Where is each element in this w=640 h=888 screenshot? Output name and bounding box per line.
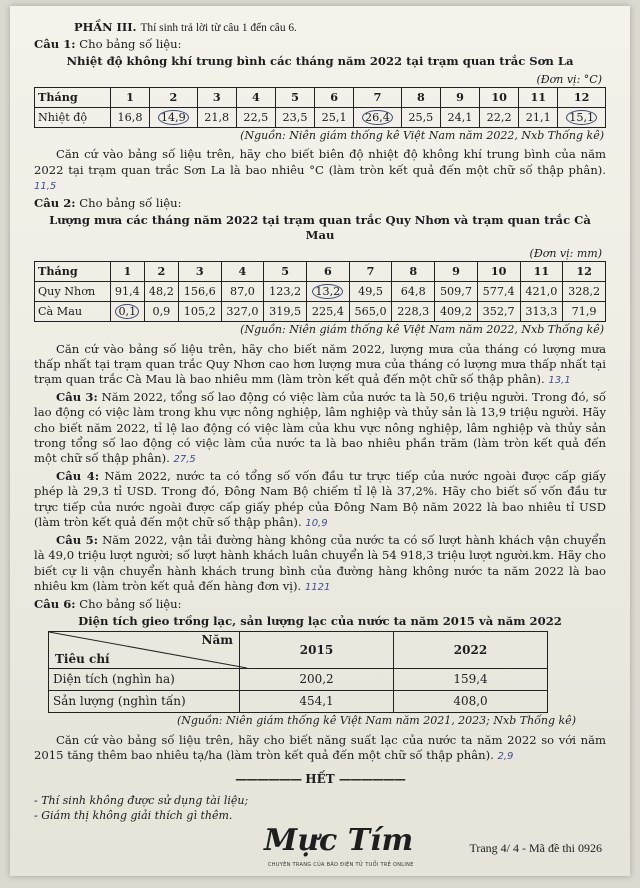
q1-value: 23,5 <box>275 108 314 128</box>
q1-value <box>150 108 198 128</box>
q2-month: 8 <box>392 261 435 281</box>
q6-year: 2022 <box>394 632 548 669</box>
q3-label: Câu 3: <box>56 390 98 405</box>
q1-value-row <box>35 108 606 128</box>
q6-question-text: Căn cứ vào bảng số liệu trên, hãy cho biết năng suất lạc của nước ta năm 2022 so với năm 2015 tăng thêm bao nhiêu tạ/ha (làm tròn kết quả đến một chữ số thập phân). <box>34 732 606 762</box>
q1-question <box>34 147 606 194</box>
q1-month: 8 <box>401 87 440 107</box>
q1-month: 4 <box>236 87 275 107</box>
q2-header-row <box>35 261 606 281</box>
q2-value <box>307 282 350 302</box>
q6-value: 408,0 <box>394 691 548 713</box>
q2-month: 3 <box>178 261 221 281</box>
note-item: - Giám thị không giải thích gì thêm. <box>34 809 233 823</box>
q2-value: 123,2 <box>264 282 307 302</box>
q2-value: 319,5 <box>264 302 307 322</box>
q5-question <box>34 533 606 595</box>
part-label: PHẦN III. <box>74 20 137 34</box>
q2-value <box>110 302 144 322</box>
q3-question <box>34 390 606 467</box>
q2-question-text: Căn cứ vào bảng số liệu trên, hãy cho biết năm 2022, lượng mưa của tháng có lượng mưa thấp nhất tại trạm quan trắc Quy Nhơn cao hơn lượng mưa của tháng có lượng mưa thấp nhất tại trạm quan trắc Cà Mau là bao nhiêu mm (làm tròn kết quả đến một chữ số thập phân). <box>34 341 606 387</box>
q5-handwritten-answer: 1121 <box>304 581 331 593</box>
q1-intro-text: Cho bảng số liệu: <box>79 37 182 52</box>
q1-month: 12 <box>558 87 606 107</box>
q1-value <box>558 108 606 128</box>
q2-source: (Nguồn: Niên giám thống kê Việt Nam năm 2022, Nxb Thống kê) <box>240 323 604 337</box>
q1-header-label: Tháng <box>35 87 111 107</box>
q1-value: 24,1 <box>440 108 479 128</box>
q2-value: 228,3 <box>392 302 435 322</box>
q6-value: 454,1 <box>240 691 394 713</box>
q2-value: 327,0 <box>221 302 264 322</box>
q6-row-label: Sản lượng (nghìn tấn) <box>49 691 240 713</box>
q1-month: 11 <box>519 87 558 107</box>
q6-table-title: Diện tích gieo trồng lạc, sản lượng lạc của nước ta năm 2015 và năm 2022 <box>78 614 562 629</box>
q2-month: 12 <box>563 261 606 281</box>
q2-value-circled: 13,2 <box>312 284 343 299</box>
q1-value-circled: 15,1 <box>566 110 597 125</box>
q2-value: 0,9 <box>144 302 178 322</box>
q6-header-row <box>49 632 548 669</box>
q6-question <box>34 733 606 764</box>
q2-station-label: Quy Nhơn <box>35 282 111 302</box>
q6-value: 159,4 <box>394 669 548 691</box>
q6-value: 200,2 <box>240 669 394 691</box>
q2-unit: (Đơn vị: mm) <box>529 246 602 260</box>
note-item: - Thí sinh không được sử dụng tài liệu; <box>34 794 249 808</box>
q2-table-title: Lượng mưa các tháng năm 2022 tại trạm quan trắc Quy Nhơn và trạm quan trắc Cà Mau <box>49 213 591 243</box>
q6-corner-cell <box>49 632 240 669</box>
q2-month: 11 <box>520 261 563 281</box>
q2-value: 313,3 <box>520 302 563 322</box>
q1-table <box>34 87 606 128</box>
q6-row-area <box>49 669 548 691</box>
q2-month: 4 <box>221 261 264 281</box>
q2-station-label: Cà Mau <box>35 302 111 322</box>
q3-question-text: Năm 2022, tổng số lao động có việc làm của nước ta là 50,6 triệu người. Trong đó, số lao động có việc làm trong khu vực nông nghiệp, lâm nghiệp và thủy sản là 13,9 triệu người. Hãy cho biết năm 2022, tỉ lệ lao động có việc làm của khu vực nông nghiệp, lâm nghiệp và thủy sản trong tổng số lao động có việc làm của nước ta là bao nhiêu phần trăm (làm tròn kết quả đến một chữ số thập phân). <box>34 390 607 466</box>
q1-value: 21,8 <box>197 108 236 128</box>
q1-value <box>354 108 402 128</box>
q6-year: 2015 <box>240 632 394 669</box>
q2-label: Câu 2: <box>34 196 76 211</box>
q2-value: 565,0 <box>349 302 392 322</box>
page-content <box>34 20 606 823</box>
q1-month: 9 <box>440 87 479 107</box>
q1-header-row <box>35 87 606 107</box>
exam-notes <box>34 793 606 823</box>
q2-value: 49,5 <box>349 282 392 302</box>
q1-month: 3 <box>197 87 236 107</box>
part-instruction: Thí sinh trả lời từ câu 1 đến câu 6. <box>140 22 297 34</box>
q1-value-circled: 14,9 <box>158 110 189 125</box>
end-dash-right: —————— <box>338 771 405 786</box>
q2-value: 577,4 <box>477 282 520 302</box>
q2-value: 509,7 <box>435 282 478 302</box>
q6-row-label: Diện tích (nghìn ha) <box>49 669 240 691</box>
q2-value: 87,0 <box>221 282 264 302</box>
q1-month: 10 <box>480 87 519 107</box>
q4-label: Câu 4: <box>56 469 100 484</box>
q2-month: 10 <box>477 261 520 281</box>
q2-question <box>34 342 606 389</box>
q2-month: 9 <box>435 261 478 281</box>
q2-intro-text: Cho bảng số liệu: <box>79 196 182 211</box>
q2-handwritten-answer: 13,1 <box>548 375 571 387</box>
q6-corner-criteria: Tiêu chí <box>55 652 110 667</box>
q2-value: 91,4 <box>110 282 144 302</box>
q1-month: 6 <box>315 87 354 107</box>
q2-value: 71,9 <box>563 302 606 322</box>
q4-handwritten-answer: 10,9 <box>305 517 328 529</box>
q6-intro <box>34 597 606 612</box>
q2-value: 409,2 <box>435 302 478 322</box>
q2-value: 64,8 <box>392 282 435 302</box>
q1-value: 16,8 <box>110 108 149 128</box>
q5-question-text: Năm 2022, vận tải đường hàng không của nước ta có số lượt hành khách vận chuyển là 49,0 triệu lượt người; số lượt hành khách luân chuyển là 54 918,3 triệu lượt người.km. Hãy cho biết cự li vận chuyển hành khách trung bình của đường hàng không nước ta năm 2022 là bao nhiêu km (làm tròn kết quả đến hàng đơn vị). <box>34 533 606 593</box>
part-heading <box>74 20 606 36</box>
q2-month: 6 <box>307 261 350 281</box>
q2-month: 7 <box>349 261 392 281</box>
q1-label: Câu 1: <box>34 37 76 52</box>
q2-row-quy-nhon <box>35 282 606 302</box>
q1-question-text: Căn cứ vào bảng số liệu trên, hãy cho biết biên độ nhiệt độ không khí trung bình của năm 2022 tại trạm quan trắc Sơn La là bao nhiêu °C (làm tròn kết quả đến một chữ số thập phân). <box>34 147 606 177</box>
q2-value: 352,7 <box>477 302 520 322</box>
q1-value-circled: 26,4 <box>362 110 393 125</box>
q6-row-output <box>49 691 548 713</box>
q6-source: (Nguồn: Niên giám thống kê Việt Nam năm 2021, 2023; Nxb Thống kê) <box>176 714 576 728</box>
q3-handwritten-answer: 27,5 <box>173 454 196 466</box>
q1-unit: (Đơn vị: °C) <box>536 72 602 86</box>
end-dash-left: —————— <box>235 771 302 786</box>
q1-value: 22,5 <box>236 108 275 128</box>
q1-handwritten-answer: 11,5 <box>34 180 57 192</box>
end-marker <box>34 772 606 787</box>
q2-intro <box>34 196 606 211</box>
q6-corner-year: Năm <box>201 633 233 648</box>
q6-corner <box>49 632 239 668</box>
q2-value-circled: 0,1 <box>115 304 139 319</box>
q2-value: 105,2 <box>178 302 221 322</box>
q2-value: 328,2 <box>563 282 606 302</box>
q2-month: 5 <box>264 261 307 281</box>
q6-handwritten-answer: 2,9 <box>497 750 514 762</box>
q1-month: 1 <box>110 87 149 107</box>
q2-value: 156,6 <box>178 282 221 302</box>
brand-tagline: CHUYÊN TRANG CỦA BÁO ĐIỆN TỬ TUỔI TRẺ ONLINE <box>268 862 414 868</box>
q1-intro <box>34 37 606 52</box>
q2-value: 48,2 <box>144 282 178 302</box>
brand-logo: Mực Tím <box>264 823 414 858</box>
end-text: HẾT <box>305 771 335 786</box>
q2-table <box>34 261 606 323</box>
q1-month: 2 <box>150 87 198 107</box>
q1-month: 7 <box>354 87 402 107</box>
q2-month: 1 <box>110 261 144 281</box>
q1-value: 22,2 <box>480 108 519 128</box>
q1-source: (Nguồn: Niên giám thống kê Việt Nam năm 2022, Nxb Thống kê) <box>240 129 604 143</box>
q1-month: 5 <box>275 87 314 107</box>
q1-value: 25,5 <box>401 108 440 128</box>
q6-table <box>48 631 548 713</box>
q2-month: 2 <box>144 261 178 281</box>
q4-question-text: Năm 2022, nước ta có tổng số vốn đầu tư trực tiếp của nước ngoài được cấp giấy phép là 29,3 tỉ USD. Trong đó, Đông Nam Bộ chiếm tỉ lệ là 37,2%. Hãy cho biết số vốn đầu tư trực tiếp của nước ngoài được cấp giấy phép của Đông Nam Bộ năm 2022 là bao nhiêu tỉ USD (làm tròn kết quả đến một chữ số thập phân). <box>34 469 606 529</box>
q5-label: Câu 5: <box>56 533 98 548</box>
q2-value: 225,4 <box>307 302 350 322</box>
q1-row-label: Nhiệt độ <box>35 108 111 128</box>
q2-row-ca-mau <box>35 302 606 322</box>
q6-label: Câu 6: <box>34 596 76 611</box>
q1-value: 21,1 <box>519 108 558 128</box>
q4-question <box>34 469 606 531</box>
page-footer: Trang 4/ 4 - Mã đề thi 0926 <box>469 841 602 855</box>
q6-intro-text: Cho bảng số liệu: <box>79 596 182 611</box>
exam-page <box>10 6 630 876</box>
q2-header-label: Tháng <box>35 261 111 281</box>
q1-value: 25,1 <box>315 108 354 128</box>
q1-table-title: Nhiệt độ không khí trung bình các tháng năm 2022 tại trạm quan trắc Sơn La <box>66 54 574 69</box>
q2-value: 421,0 <box>520 282 563 302</box>
